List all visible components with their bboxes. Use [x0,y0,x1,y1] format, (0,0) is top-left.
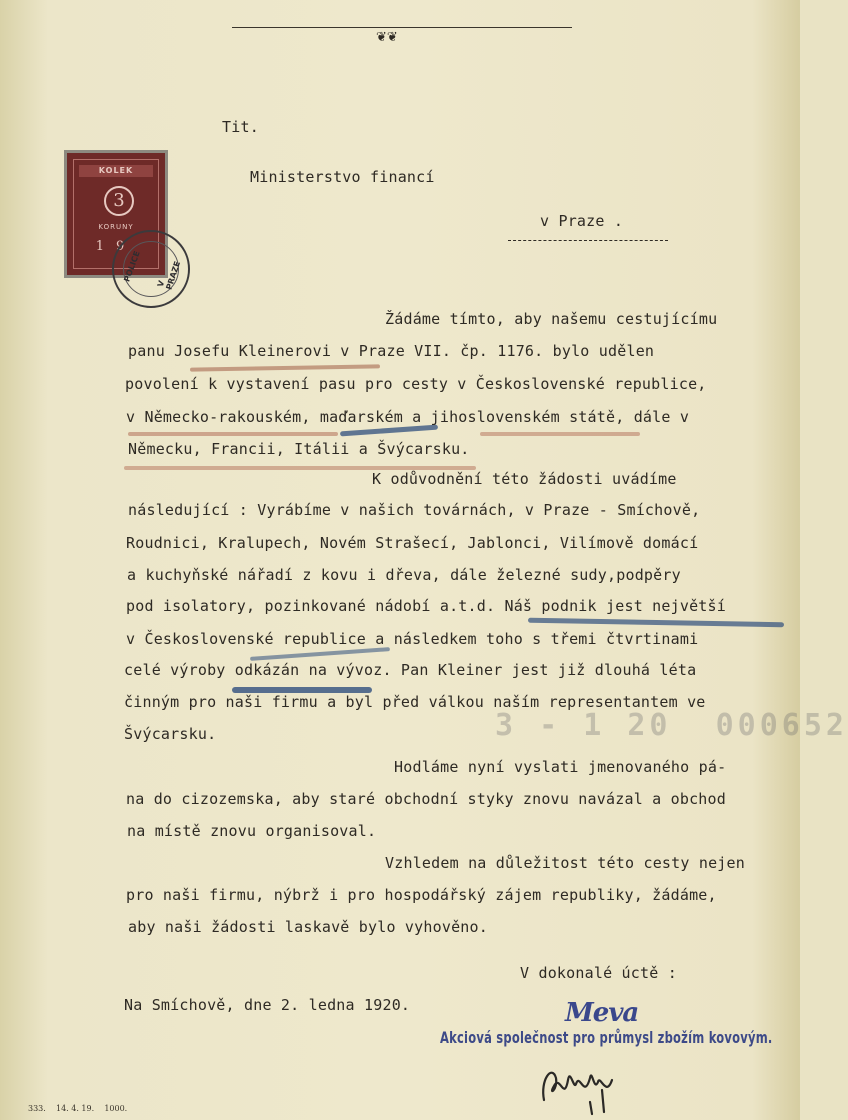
seal-right-text: V PRAZE [155,260,183,291]
body-line: panu Josefu Kleinerovi v Praze VII. čp. 1176. bylo udělen [128,342,655,360]
body-line: v Německo-rakouském, maďarském a jihoslovenském státě, dále v [126,408,690,426]
recipient: Ministerstvo financí [250,168,435,186]
top-rule [232,27,572,28]
form-print-code: 333. 14. 4. 19. 1000. [28,1104,128,1113]
salutation: Tit. [222,118,259,136]
body-line: Švýcarsku. [124,725,217,743]
recipient-city: v Praze . [540,212,624,230]
body-line: K odůvodnění této žádosti uvádíme [372,470,677,488]
police-seal [112,230,190,308]
company-logo: Meva [565,998,639,1028]
body-line: a kuchyňské nářadí z kovu i dřeva, dále železné sudy,podpěry [127,566,681,584]
body-line: pro naši firmu, nýbrž i pro hospodářský zájem republiky, žádáme, [126,886,717,904]
red-pencil-mark [128,432,338,436]
body-line: povolení k vystavení pasu pro cesty v Československé republice, [125,375,707,393]
registry-stamp: 3 - 1 20 000652 [495,708,848,743]
body-line: následující : Vyrábíme v našich továrnách, v Praze - Smíchově, [128,501,701,519]
closing: V dokonalé úctě : [520,964,677,982]
body-line: Hodláme nyní vyslati jmenovaného pá- [394,758,727,776]
stamp-banner: KOLEK [79,165,153,177]
city-underline [508,240,668,241]
stamp-currency: KORUNY [98,223,134,231]
body-line: Žádáme tímto, aby našemu cestujícímu [385,310,718,328]
body-line: aby naši žádosti laskavě bylo vyhověno. [128,918,488,936]
company-stamp: Akciová společnost pro průmysl zbožím kovovým. [440,1028,773,1047]
stamp-value: 3 [104,186,134,216]
seal-left-text: POLICE [122,249,142,284]
body-line: pod isolatory, pozinkované nádobí a.t.d. Náš podnik jest největší [126,597,726,615]
signature [530,1050,640,1116]
body-line: Německu, Francii, Itálii a Švýcarsku. [128,440,470,458]
body-line: Vzhledem na důležitost této cesty nejen [385,854,745,872]
body-line: na do cizozemska, aby staré obchodní styky znovu navázal a obchod [126,790,726,808]
body-line: celé výroby odkázán na vývoz. Pan Kleiner jest již dlouhá léta [124,661,697,679]
red-pencil-mark [190,364,380,371]
ornament-icon: ❦❦ [376,30,398,45]
body-line: v Československé republice a následkem toho s třemi čtvrtinami [126,630,699,648]
blue-pencil-mark [528,618,784,627]
stamp-year: 19 [95,239,137,254]
body-line: činným pro naši firmu a byl před válkou naším representantem ve [124,693,706,711]
body-line: Roudnici, Kralupech, Novém Strašecí, Jablonci, Vilímově domácí [126,534,699,552]
red-pencil-mark [480,432,640,436]
place-date: Na Smíchově, dne 2. ledna 1920. [124,996,411,1014]
blue-pencil-mark [250,647,390,661]
blue-pencil-mark [340,425,438,437]
body-line: na místě znovu organisoval. [127,822,377,840]
